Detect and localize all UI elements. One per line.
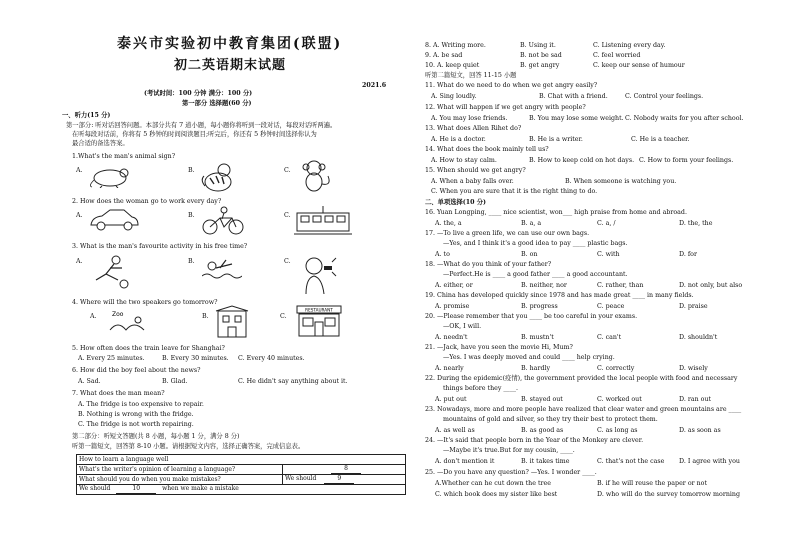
q23-option: D. as soon as: [679, 427, 721, 434]
q7-option-b: B. Nothing is wrong with the fridge.: [78, 411, 194, 418]
q5-option-b: B. Every 30 minutes.: [162, 355, 229, 362]
q17-option: C. with: [597, 251, 620, 258]
option-c: C.: [284, 167, 291, 174]
time-score: (考试时间：100 分钟 满分：100 分): [144, 90, 253, 97]
question-15: 15. When should we get angry?: [425, 167, 526, 174]
question-4: 4. Where will the two speakers go tomorrow?: [72, 299, 218, 306]
q11-option: B. Chat with a friend.: [539, 93, 608, 100]
q18-option: B. neither, nor: [521, 282, 567, 289]
q12-option: C. Nobody waits for you after school.: [625, 115, 744, 122]
question-7: 7. What does the man mean?: [72, 390, 165, 397]
table-cell-text: when we make a mistake: [162, 485, 239, 492]
q15-option-c: C. When you are sure that it is the right thing to do.: [431, 188, 598, 195]
q17-option: A. to: [435, 251, 450, 258]
option-b: B.: [188, 212, 195, 219]
q7-option-a: A. The fridge is too expensive to repair.: [78, 401, 204, 408]
question-24-line: —Maybe it's true.But for my cousin, ____.: [443, 447, 575, 454]
q13-option: A. He is a doctor.: [431, 136, 486, 143]
info-table: [76, 454, 406, 495]
q10-option: B. get angry: [520, 62, 560, 69]
q8-option: C. Listening every day.: [593, 42, 666, 49]
q23-option: A. as well as: [435, 427, 475, 434]
intro-line: 最合适的备选答案。: [72, 140, 129, 147]
zoo-picture: [108, 308, 148, 334]
football-picture: [90, 254, 130, 290]
q9-option: C. feel worried: [593, 52, 641, 59]
q17-option: D. for: [679, 251, 697, 258]
question-2: 2. How does the woman go to work every day?: [72, 198, 222, 205]
q25-option-d: D. who will do the survey tomorrow morning: [597, 491, 740, 498]
q21-option: C. correctly: [597, 365, 635, 372]
option-a: A.: [76, 167, 83, 174]
q19-option: A. promise: [435, 303, 470, 310]
monkey-picture: [294, 158, 334, 194]
option-c: C.: [284, 212, 291, 219]
zoo-label: Zoo: [112, 311, 124, 318]
answer-blank-10[interactable]: 10: [116, 485, 156, 494]
q20-option: B. mustn't: [521, 334, 554, 341]
q6-option-b: B. Glad.: [162, 378, 188, 385]
restaurant-picture: [294, 304, 344, 338]
q19-option: C. peace: [597, 303, 625, 310]
question-21-line: —Yes. I was deeply moved and could ____ help crying.: [443, 354, 615, 361]
q25-option-a: A.Whether can he cut down the tree: [435, 480, 551, 487]
q6-option-a: A. Sad.: [78, 378, 101, 385]
question-18-line: —Perfect.He is ____ a good father ____ a good accountant.: [443, 271, 628, 278]
q5-option-a: A. Every 25 minutes.: [78, 355, 145, 362]
q18-option: D. not only, but also: [679, 282, 743, 289]
q22-option: B. stayed out: [521, 396, 563, 403]
q9-option: B. not be sad: [520, 52, 562, 59]
question-17: 17. —To live a green life, we can use our own bags.: [425, 230, 590, 237]
building-picture: [214, 305, 250, 339]
q12-option: B. You may lose some weight.: [529, 115, 624, 122]
answer-blank-8[interactable]: 8: [331, 465, 361, 474]
question-1: 1.What's the man's animal sign?: [72, 153, 176, 160]
question-20-line: —OK, I will.: [443, 323, 482, 330]
q7-option-c: C. The fridge is not worth repairing.: [78, 421, 194, 428]
q16-option: D. the, the: [679, 220, 713, 227]
q9-option: 9. A. be sad: [425, 52, 463, 59]
part2-heading: 第二部分：听短文答题(共 8 小题，每小题 1 分，满分 8 分): [72, 433, 240, 440]
school-title: 泰兴市实验初中教育集团(联盟): [117, 36, 343, 52]
tram-picture: [294, 205, 352, 237]
listening-heading: 一、听力(15 分): [62, 112, 111, 119]
bicycle-picture: [200, 206, 246, 236]
q11-option: A. Sing loudly.: [431, 93, 477, 100]
q14-option: B. How to keep cold on hot days.: [529, 157, 635, 164]
q19-option: D. praise: [679, 303, 708, 310]
table-cell-text: We should: [79, 485, 111, 492]
table-row: [77, 485, 406, 495]
table-row-label: What should you do when you make mistakes?: [77, 475, 283, 485]
car-picture: [88, 207, 140, 233]
passage2-heading: 听第二篇短文，回答 11-15 小题: [425, 72, 517, 79]
q14-option: A. How to stay calm.: [431, 157, 497, 164]
intro-line: 在听每段对话前，你将有 5 秒钟的时间阅读题目;听完后，你还有 5 秒钟时间选择你认为: [72, 131, 317, 138]
question-14: 14. What does the book mainly tell us?: [425, 146, 549, 153]
exam-date: 2021.6: [362, 82, 387, 89]
part1-heading: 第一部分 选择题(60 分): [182, 100, 252, 107]
q21-option: B. hardly: [521, 365, 551, 372]
question-22-line: things before they ____.: [443, 385, 519, 392]
question-20: 20. —Please remember that you ____ be too careful in your exams.: [425, 313, 638, 320]
option-b: B.: [188, 167, 195, 174]
option-a: A.: [90, 313, 97, 320]
q23-option: B. as good as: [521, 427, 564, 434]
question-16: 16. Yuan Longping, ____ nice scientist, won___ high praise from home and abroad.: [425, 209, 687, 216]
question-21: 21. —Jack, have you seen the movie Hi, Mum?: [425, 344, 573, 351]
q8-option: B. Using it.: [520, 42, 556, 49]
q21-option: D. wisely: [679, 365, 708, 372]
q24-option: C. that's not the case: [597, 458, 665, 465]
option-c: C.: [280, 313, 287, 320]
q24-option: B. it takes time: [521, 458, 570, 465]
singing-picture: [300, 254, 338, 294]
question-25: 25. —Do you have any question? —Yes. I wonder ____.: [425, 469, 597, 476]
q14-option: C. How to form your feelings.: [639, 157, 734, 164]
question-11: 11. What do we need to do when we get angry easily?: [425, 82, 598, 89]
q10-option: C. keep our sense of humour: [593, 62, 685, 69]
question-19: 19. China has developed quickly since 1978 and has made great ____ in many fields.: [425, 292, 694, 299]
mouse-picture: [88, 164, 136, 188]
q22-option: D. ran out: [679, 396, 712, 403]
q5-option-c: C. Every 40 minutes.: [238, 355, 305, 362]
question-6: 6. How did the boy feel about the news?: [72, 367, 201, 374]
q12-option: A. You may lose friends.: [431, 115, 508, 122]
q22-option: C. worked out: [597, 396, 642, 403]
question-3: 3. What is the man's favourite activity in his free time?: [72, 243, 248, 250]
intro-line: 第一部分: 听对话回答问题。本部分共有 7 道小题，每小题你将听到一段对话，每段对话听两遍。: [66, 122, 337, 129]
answer-blank-9[interactable]: 9: [324, 475, 354, 484]
section2-heading: 二、单项选择(10 分): [425, 199, 486, 206]
q23-option: C. as long as: [597, 427, 638, 434]
option-a: A.: [76, 258, 83, 265]
q21-option: A. nearly: [435, 365, 464, 372]
question-23: 23. Nowadays, more and more people have realized that clear water and green mountains are ____: [425, 406, 742, 413]
q17-option: B. on: [521, 251, 538, 258]
option-c: C.: [284, 258, 291, 265]
question-18: 18. —What do you think of your father?: [425, 261, 552, 268]
question-24: 24. —It's said that people born in the Year of the Monkey are clever.: [425, 437, 644, 444]
q20-option: A. needn't: [435, 334, 468, 341]
part2-instruction: 听第一篇短文，回答第 8-10 小题。请根据短文内容，选择正确答案，完成信息表。: [72, 443, 305, 450]
table-cell-text: We should: [285, 475, 317, 482]
q13-option: C. He is a teacher.: [631, 136, 690, 143]
q25-option-c: C. which book does my sister like best: [435, 491, 558, 498]
restaurant-sign: RESTAURANT: [305, 307, 333, 313]
q15-option-a: A. When a baby falls over.: [431, 178, 514, 185]
q24-option: D. I agree with you: [679, 458, 740, 465]
option-b: B.: [202, 313, 209, 320]
q6-option-c: C. He didn't say anything about it.: [238, 378, 348, 385]
q16-option: C. a, /: [597, 220, 616, 227]
q20-option: D. shouldn't: [679, 334, 718, 341]
q16-option: B. a, a: [521, 220, 542, 227]
q13-option: B. He is a writer.: [529, 136, 583, 143]
tiger-picture: [200, 160, 236, 194]
table-row: [283, 465, 406, 475]
option-a: A.: [76, 212, 83, 219]
q16-option: A. the, a: [435, 220, 462, 227]
question-23-line: mountains of gold and silver, so they try their best to protect them.: [443, 416, 658, 423]
table-row: [283, 475, 406, 485]
q18-option: A. either, or: [435, 282, 473, 289]
option-b: B.: [188, 258, 195, 265]
q25-option-b: B. if he will reuse the paper or not: [597, 480, 707, 487]
question-22: 22. During the epidemic(疫情), the government provided the local people with food and necessary: [425, 375, 738, 382]
table-title: How to learn a language well: [77, 455, 406, 465]
q20-option: C. can't: [597, 334, 622, 341]
q11-option: C. Control your feelings.: [625, 93, 704, 100]
question-12: 12. What will happen if we get angry with people?: [425, 104, 586, 111]
swimming-picture: [202, 254, 242, 284]
question-5: 5. How often does the train leave for Shanghai?: [72, 345, 225, 352]
question-13: 13. What does Allen Rihet do?: [425, 125, 522, 132]
q15-option-b: B. When someone is watching you.: [565, 178, 677, 185]
q18-option: C. rather, than: [597, 282, 644, 289]
question-17-line: —Yes, and I think it's a good idea to pay ____ plastic bags.: [443, 240, 628, 247]
q10-option: 10. A. keep quiet: [425, 62, 480, 69]
q8-option: 8. A. Writing more.: [425, 42, 486, 49]
table-row-label: What's the writer's opinion of learning a language?: [77, 465, 283, 475]
q24-option: A. don't mention it: [435, 458, 495, 465]
exam-title: 初二英语期末试题: [174, 58, 287, 73]
q19-option: B. progress: [521, 303, 558, 310]
q22-option: A. put out: [435, 396, 467, 403]
